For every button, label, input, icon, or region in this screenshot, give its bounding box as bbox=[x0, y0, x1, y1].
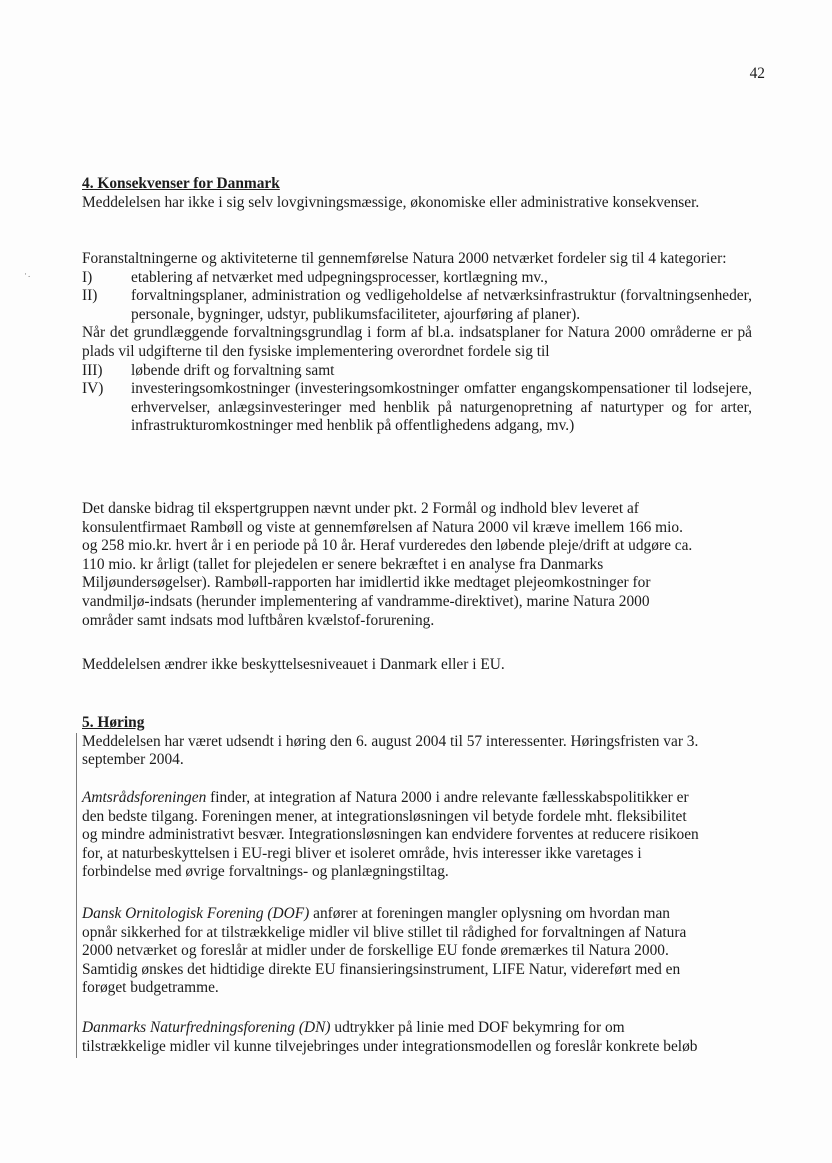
text-line: områder samt indsats mod luftbåren kvælstof-forurening. bbox=[82, 611, 435, 629]
list-item bbox=[82, 269, 752, 288]
list-marker: IV) bbox=[82, 380, 104, 398]
list-item-text: investeringsomkostninger (investeringsomkostninger omfatter engangskompensationer til lodsejere, erhvervelser, anlægsinvesteringer med henblik på naturgenopretning af naturtyper og for arter, infrastrukturomkostninger med henblik på offentlighedens adgang, mv.) bbox=[131, 380, 752, 435]
text-line: 110 mio. kr årligt (tallet for plejedelen er senere bekræftet i en analyse fra Danmarks bbox=[82, 555, 604, 573]
list-marker: I) bbox=[82, 268, 93, 286]
text-line: og mindre administrativt besvær. Integrationsløsningen kan endvidere forventes at reducere risikoen bbox=[82, 826, 699, 844]
text-line bbox=[82, 1019, 752, 1038]
rambol-paragraph bbox=[82, 500, 752, 630]
section-4-categories bbox=[82, 250, 752, 436]
text-line: Det danske bidrag til ekspertgruppen nævnt under pkt. 2 Formål og indhold blev leveret af bbox=[82, 500, 639, 517]
text-line: 2000 netværket og foreslår at midler under de forskellige EU fonde øremærkes til Natura 2000. bbox=[82, 942, 669, 960]
text-line: den bedste tilgang. Foreningen mener, at integrationsløsningen vil betyde fordele mht. fleksibilitet bbox=[82, 807, 687, 825]
text-line: konsulentfirmaet Rambøll og viste at gennemførelsen af Natura 2000 vil kræve imellem 166 mio. bbox=[82, 518, 683, 536]
section-5-heading: 5. Høring bbox=[82, 714, 145, 731]
text-line: Samtidig ønskes det hidtidige direkte EU finansieringsinstrument, LIFE Natur, videreført med en bbox=[82, 960, 681, 978]
list-marker: III) bbox=[82, 361, 103, 379]
dn-paragraph bbox=[82, 1019, 752, 1056]
list-item-text: etablering af netværket med udpegningsprocesser, kortlægning mv., bbox=[131, 268, 548, 286]
section-5 bbox=[82, 714, 752, 770]
margin-change-bar bbox=[76, 733, 77, 1058]
list-item-text: forvaltningsplaner, administration og vedligeholdelse af netværksinfrastruktur (forvaltningsenheder, personale, bygninger, udstyr, publikumsfaciliteter, ajourføring af planer). bbox=[131, 287, 752, 323]
text-line: og 258 mio.kr. hvert år i en periode på 10 år. Heraf vurderedes den løbende pleje/drift at udgøre ca. bbox=[82, 537, 693, 555]
hearing-intro: Meddelelsen har været udsendt i høring den 6. august 2004 til 57 interessenter. Høringsfristen var 3. september 2004. bbox=[82, 732, 699, 769]
list-item-text: løbende drift og forvaltning samt bbox=[131, 361, 335, 379]
text-line: for, at naturbeskyttelsen i EU-regi bliver et isoleret område, hvis interesser ikke varetages i bbox=[82, 844, 642, 862]
list-marker: II) bbox=[82, 287, 98, 305]
text-line: opnår sikkerhed for at tilstrækkelige midler vil blive stillet til rådighed for forvaltningen af Natura bbox=[82, 923, 687, 941]
list-item bbox=[82, 287, 752, 324]
amtsraad-paragraph bbox=[82, 789, 752, 882]
text-line: forbindelse med øvrige forvaltnings- og planlægningstiltag. bbox=[82, 863, 449, 881]
protection-text: Meddelelsen ændrer ikke beskyttelsesniveauet i Danmark eller i EU. bbox=[82, 656, 505, 673]
text-line bbox=[82, 789, 752, 808]
text-line bbox=[82, 905, 752, 924]
section-4-heading: 4. Konsekvenser for Danmark bbox=[82, 175, 280, 192]
protection-paragraph bbox=[82, 656, 752, 675]
organization-name: Danmarks Naturfredningsforening (DN) bbox=[82, 1019, 331, 1036]
categories-lead: Foranstaltningerne og aktiviteterne til gennemførelse Natura 2000 netværket fordeler sig til 4 kategorier: bbox=[82, 250, 727, 267]
page-number: 42 bbox=[749, 65, 765, 82]
list-item bbox=[82, 362, 752, 381]
text-line: forøget budgetramme. bbox=[82, 979, 219, 997]
text-line: tilstrækkelige midler vil kunne tilvejebringes under integrationsmodellen og foreslår konkrete beløb bbox=[82, 1037, 698, 1055]
section-4-intro: Meddelelsen har ikke i sig selv lovgivningsmæssige, økonomiske eller administrative konsekvenser. bbox=[82, 193, 700, 211]
text-fragment: anfører at foreningen mangler oplysning om hvordan man bbox=[309, 905, 670, 922]
section-4 bbox=[82, 175, 752, 212]
dof-paragraph bbox=[82, 905, 752, 998]
text-line: vandmiljø-indsats (herunder implementering af vandramme-direktivet), marine Natura 2000 bbox=[82, 592, 650, 610]
text-line: Miljøundersøgelser). Rambøll-rapporten har imidlertid ikke medtaget plejeomkostninger for bbox=[82, 574, 651, 592]
list-item bbox=[82, 380, 752, 436]
categories-mid: Når det grundlæggende forvaltningsgrundlag i form af bl.a. indsatsplaner for Natura 2000 områderne er på plads vil udgifterne til den fysiske implementering overordnet fordele sig til bbox=[82, 324, 752, 360]
text-fragment: udtrykker på linie med DOF bekymring for om bbox=[330, 1019, 625, 1036]
scan-speck: ·. bbox=[24, 269, 32, 279]
text-fragment: finder, at integration af Natura 2000 i andre relevante fællesskabspolitikker er bbox=[206, 789, 689, 806]
organization-name: Amtsrådsforeningen bbox=[82, 789, 207, 806]
organization-name: Dansk Ornitologisk Forening (DOF) bbox=[82, 905, 310, 922]
